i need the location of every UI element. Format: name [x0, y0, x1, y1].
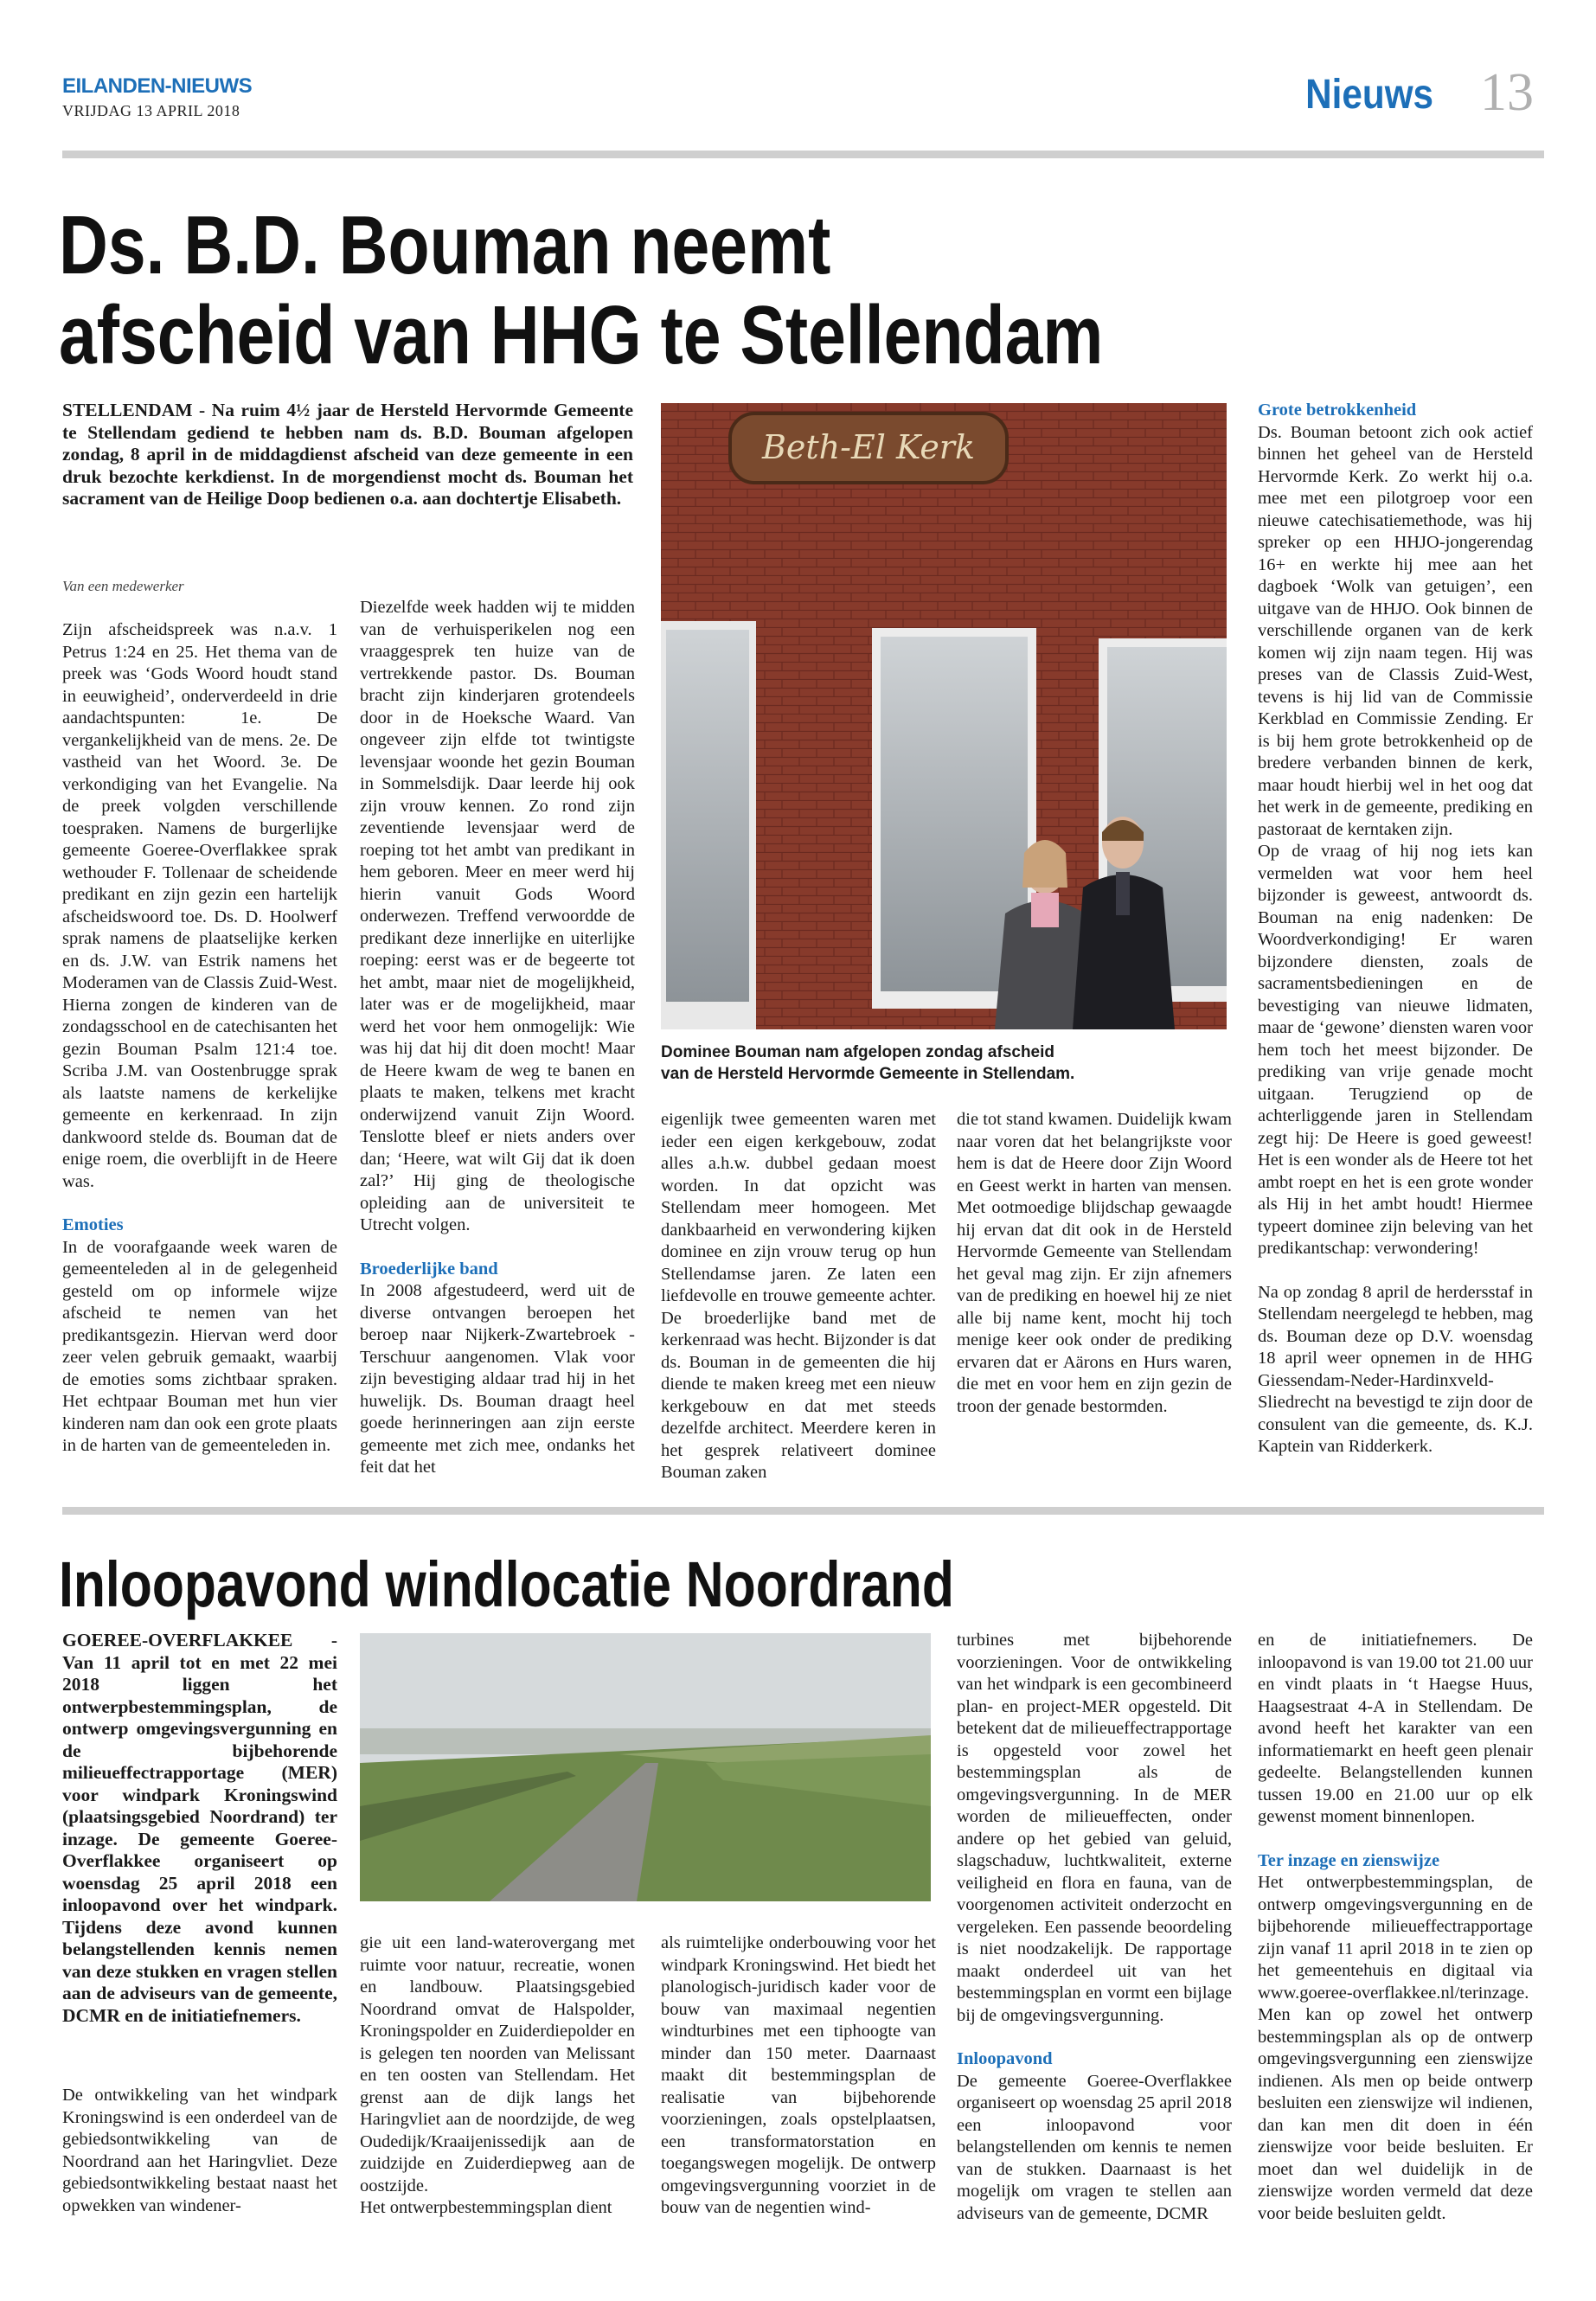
paragraph: die tot stand kwamen. Duidelijk kwam naar voren dat het belangrijkste voor hem is dat de Heere door Zijn Woord en Geest werkt in harten van mensen. Met ootmoedige blijdschap gewaagde hij ervan dat dit ook in de Hersteld Hervormde Gemeente van Stellendam het geval mag zijn. Er zijn afnemers van de prediking en hoewel hij ze niet alle bij name kent, mocht hij toch menige keer ook onder de prediking ervaren dat er Aärons en Hurs waren, die met en voor hem en zijn gezin de troon der genade bestormden.	[957, 1110, 1232, 1416]
masthead-logo: EILANDEN-NIEUWS	[62, 74, 253, 98]
church-photo-illustration	[661, 403, 1227, 1029]
article-lead-2: GOEREE-OVERFLAKKEE - Van 11 april tot en met 22 mei 2018 liggen het ontwerpbestemmingsplan, de ontwerp omgevingsvergunning en de bijbehorende milieueffectrapportage (MER) voor windpark Kroningswind (plaatsingsgebied Noordrand) ter inzage. De gemeente Goeree-Overflakkee organiseert op woensdag 25 april 2018 een inloopavond over het windpark. Tijdens deze avond kunnen belangstellenden kennis nemen van deze stukken en vragen stellen aan de adviseurs van de gemeente, DCMR en de initiatiefnemers.	[62, 1630, 337, 2026]
dike-landscape-photo	[360, 1633, 931, 1901]
paragraph: Diezelfde week hadden wij te midden van de verhuisperikelen nog een vraaggesprek ten huize van de vertrekkende pastor. Ds. Bouman bracht zijn kinderjaren grotendeels door in de Hoeksche Waard. Van ongeveer zijn elfde tot twintigste levensjaar woonde het gezin Bouman in Sommelsdijk. Daar leerde hij ook zijn vrouw kennen. Zo rond zijn zeventiende levensjaar werd de roeping tot het ambt van predikant in hem geboren. Meer en meer werd hij hierin vanuit Gods Woord onderwezen. Treffend verwoordde de predikant deze innerlijke en uiterlijke roeping: eerst was er de begeerte tot het ambt, maar niet de mogelijkheid, later was er de mogelijkheid, maar werd het voor hem onmogelijk: Wie was hij dat hij dit doen mocht! Maar de Heere kwam de weg te banen en plaats te maken, telkens met kracht onderwijzend vanuit Zijn Woord. Tenslotte bleef er niets anders over dan; ‘Heere, wat wilt Gij dat ik doen zal?’ Hij ging de theologische opleiding aan de universiteit te Utrecht volgen.	[360, 598, 635, 1234]
church-photo	[661, 403, 1227, 1029]
caption-line-2: van de Hersteld Hervormde Gemeente in Stellendam.	[661, 1065, 1075, 1083]
paragraph: Het ontwerpbestemmingsplan, de ontwerp omgevingsvergunning en de bijbehorende milieueffectrapportage zijn vanaf 11 april 2018 in te zien op het gemeentehuis en digitaal via www.goeree-overflakkee.nl/terinzage. Men kan op zowel het ontwerp bestemmingsplan als op de ontwerp omgevingsvergunning een zienswijze indienen. Als men op beide ontwerp besluiten een zienswijze wil indienen, dan kan men dit doen in één zienswijze voor beide besluiten. Er moet dan wel duidelijk in de zienswijze worden vermeld dat deze voor beide besluiten geldt.	[1258, 1873, 1533, 2223]
article2-column-4	[957, 1630, 1232, 2225]
paragraph: Het ontwerpbestemmingsplan dient	[360, 2198, 612, 2217]
subhead-emoties: Emoties	[62, 1215, 124, 1234]
article-headline	[59, 201, 1194, 380]
article-headline-2: Inloopavond windlocatie Noordrand	[59, 1548, 954, 1620]
article-column-5	[1258, 400, 1533, 1458]
article2-column-5	[1258, 1630, 1533, 2225]
paragraph: Ds. Bouman betoont zich ook actief binnen het geheel van de Hersteld Hervormde Kerk. Zo werkt hij o.a. mee met een pilotgroep voor een nieuwe catechisatiemethode, was hij spreker op een HHJO-jongerendag 16+ en werkte hij mee aan het dagboek ‘Wolk van getuigen’, een uitgave van de HHJO. Ook binnen de verschillende organen van de kerk komen wij zijn naam tegen. Hij was preses van de Classis Zuid-West, tevens is hij lid van de Commissie Kerkblad en Commissie Zending. Er is bij hem grote betrokkenheid op de bredere verbanden binnen de kerk, maar houdt hierbij wel in het oog dat het werk in de gemeente, prediking en pastoraat de kerntaken zijn.	[1258, 422, 1533, 839]
article2-column-3	[661, 1932, 936, 2220]
article-column-3	[661, 1109, 936, 1484]
subhead-ter-inzage: Ter inzage en zienswijze	[1258, 1850, 1440, 1870]
paragraph: In 2008 afgestudeerd, werd uit de diverse ontvangen beroepen het beroep naar Nijkerk-Zwartebroek -Terschuur aangenomen. Vlak voor zijn bevestiging aldaar trad hij in het huwelijk. Ds. Bouman draagt heel goede herinneringen aan zijn eerste gemeente met zich mee, ondanks het feit dat het	[360, 1281, 635, 1477]
issue-date: VRIJDAG 13 APRIL 2018	[62, 102, 240, 119]
header-rule	[62, 151, 1544, 158]
paragraph: turbines met bijbehorende voorzieningen. Voor de ontwikkeling van het windpark is een gecombineerd plan- en project-MER opgesteld. Dit betekent dat de milieueffectrapportage is opgesteld voor zowel het bestemmingsplan als de omgevingsvergunning. In de MER worden de milieueffecten, onder andere op het gebied van geluid, slagschaduw, luchtkwaliteit, externe veiligheid en flora en fauna, van de voorgenomen activiteit onderzocht en vergeleken. Een passende beoordeling is niet noodzakelijk. De rapportage maakt onderdeel uit van het bestemmingsplan en vormt een bijlage bij de omgevingsvergunning.	[957, 1631, 1232, 2025]
article-column-4	[957, 1109, 1232, 1418]
article-lead: STELLENDAM - Na ruim 4½ jaar de Hersteld Hervormde Gemeente te Stellendam gediend te hebben nam ds. B.D. Bouman afgelopen zondag, 8 april in de middagdienst afscheid van deze gemeente in een druk bezochte kerkdienst. In de morgendienst mocht ds. Bouman het sacrament van de Heilige Doop bedienen o.a. aan dochtertje Elisabeth.	[62, 400, 633, 509]
paragraph: De gemeente Goeree-Overflakkee organiseert op woensdag 25 april 2018 een inloopavond voor belangstellenden om kennis te nemen van de stukken. Daarnaast is het mogelijk om vragen te stellen aan adviseurs van de gemeente, DCMR	[957, 2071, 1232, 2223]
article-column-1	[62, 619, 337, 1458]
page-number: 13	[1480, 63, 1534, 122]
paragraph: Op de vraag of hij nog iets kan vermelden wat voor hem heel bijzonder is geweest, antwoordt ds. Bouman na enig nadenken: De Woordverkondiging! Er waren bijzondere diensten, zoals de sacramentsbedieningen en de bevestiging van nieuwe lidmaten, maar de ‘gewone’ diensten waren voor hem toch het meest bijzonder. De prediking van vrije genade mocht uitgaan. Terugziend op de achterliggende jaren in Stellendam zegt hij: De Heere is goed geweest! Het is een wonder als de Heere tot het ambt roept en het is een grote wonder als Hij in het ambt houdt! Hiermee typeert dominee zijn beleving van het predikantschap: verwondering!	[1258, 842, 1533, 1258]
subhead-inloopavond: Inloopavond	[957, 2049, 1053, 2068]
byline: Van een medewerker	[62, 578, 184, 594]
article2-column-2	[360, 1932, 635, 2220]
paragraph: als ruimtelijke onderbouwing voor het windpark Kroningswind. Het biedt het planologisch-juridisch kader voor de bouw van maximaal negentien windturbines met een tiphoogte van minder dan 150 meter. Daarnaast maakt dit bestemmingsplan de realisatie van bijbehorende voorzieningen, zoals opstelplaatsen, een transformatorstation en toegangswegen mogelijk. De ontwerp omgevingsvergunning voorziet in de bouw van de negentien wind-	[661, 1933, 936, 2217]
paragraph: en de initiatiefnemers. De inloopavond is van 19.00 tot 21.00 uur en vindt plaats in ‘t Haegse Huus, Haagsestraat 4-A in Stellendam. De avond heeft het karakter van een informatiemarkt en heeft geen plenair gedeelte. Belangstellenden kunnen tussen 19.00 en 21.00 uur op elk gewenst moment binnenlopen.	[1258, 1631, 1533, 1826]
paragraph: eigenlijk twee gemeenten waren met ieder een eigen kerkgebouw, zodat alles a.h.w. dubbel gedaan moest worden. In dat opzicht was Stellendam meer homogeen. Met dankbaarheid en verwondering kijken dominee en zijn vrouw terug op hun Stellendamse jaren. Ze laten een liefdevolle en trouwe gemeente achter. De broederlijke band met de kerkenraad was hecht. Bijzonder is dat ds. Bouman in de gemeenten die hij diende te maken kreeg met een nieuw kerkgebouw en dat met steeds dezelfde architect. Meerdere keren in het gesprek relativeert dominee Bouman zaken	[661, 1110, 936, 1482]
paragraph: Zijn afscheidspreek was n.a.v. 1 Petrus 1:24 en 25. Het thema van de preek was ‘Gods Woord houdt stand in eeuwigheid’, onderverdeeld in drie aandachtspunten: 1e. De vergankelijkheid van de mens. 2e. De vastheid van het Woord. 3e. De verkondiging van het Evangelie. Na de preek volgden verschillende toespraken. Namens de burgerlijke gemeente Goeree-Overflakkee sprak wethouder F. Tollenaar de scheidende predikant en zijn gezin een hartelijk afscheidswoord toe. Ds. D. Hoolwerf sprak namens de plaatselijke kerken en ds. J.W. van Estrik namens het Moderamen van de Classis Zuid-West. Hierna zongen de kinderen van de zondagsschool en de catechisanten het gezin Bouman Psalm 121:4 toe. Scriba J.M. van Oostenbrugge sprak als laatste namens de kerkelijke gemeente en kerkenraad. In zijn dankwoord stelde ds. Bouman dat de enige roem, die overblijft in de Heere was.	[62, 620, 337, 1191]
article-column-2	[360, 597, 635, 1479]
paragraph: In de voorafgaande week waren de gemeenteleden al in de gelegenheid gesteld om op informele wijze afscheid te nemen van het predikantsgezin. Hiervan werd door zeer velen gebruik gemaakt, waarbij de emoties soms zichtbaar spraken. Het echtpaar Bouman met hun vier kinderen nam dan ook een grote plaats in de harten van de gemeenteleden in.	[62, 1237, 337, 1455]
headline-line-2: afscheid van HHG te Stellendam	[59, 288, 1104, 381]
photo-caption	[661, 1042, 1249, 1085]
church-sign-text: Beth-El Kerk	[761, 428, 976, 466]
subhead-broederlijke-band: Broederlijke band	[360, 1259, 498, 1279]
dike-photo-illustration	[360, 1633, 931, 1901]
headline-line-1: Ds. B.D. Bouman neemt	[59, 199, 831, 292]
caption-line-1: Dominee Bouman nam afgelopen zondag afscheid	[661, 1043, 1055, 1061]
paragraph: Na op zondag 8 april de herdersstaf in Stellendam neergelegd te hebben, mag ds. Bouman deze op D.V. woensdag 18 april weer opnemen in de HHG Giessendam-Neder-Hardinxveld-Sliedrecht na bevestigd te zijn door de consulent van die gemeente, ds. K.J. Kaptein van Ridderkerk.	[1258, 1282, 1533, 1456]
section-title: Nieuws	[1305, 72, 1433, 118]
paragraph: De ontwikkeling van het windpark Kroningswind is een onderdeel van de gebiedsontwikkeling van de Noordrand aan het Haringvliet. Deze gebiedsontwikkeling bestaat naast het opwekken van windener-	[62, 2086, 337, 2215]
paragraph: gie uit een land-waterovergang met ruimte voor natuur, recreatie, wonen en landbouw. Plaatsingsgebied Noordrand omvat de Halspolder, Kroningspolder en Zuiderdiepolder en is gelegen ten noorden van Melissant en ten oosten van Stellendam. Het grenst aan de dijk langs het Haringvliet aan de noordzijde, de weg Oudedijk/Kraaijenissedijk aan de zuidzijde en Zuiderdiepweg aan de oostzijde.	[360, 1933, 635, 2195]
article-separator-rule	[62, 1507, 1544, 1515]
subhead-grote-betrokkenheid: Grote betrokkenheid	[1258, 401, 1417, 420]
article2-column-1	[62, 2085, 337, 2217]
